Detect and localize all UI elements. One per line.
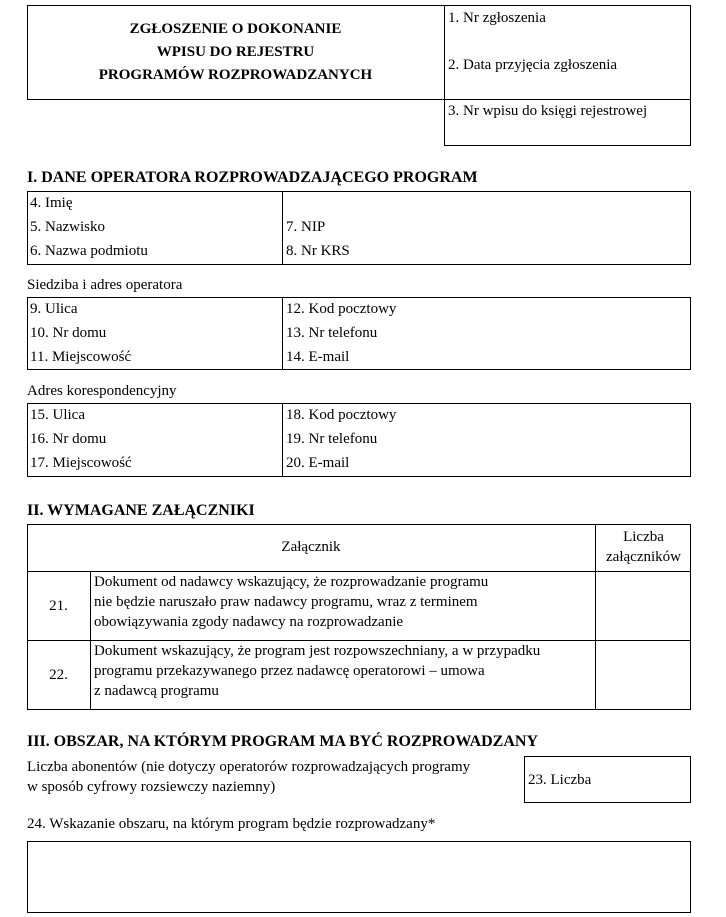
divider <box>282 403 283 477</box>
form-title-line: WPISU DO REJESTRU <box>156 43 315 60</box>
description-line: z nadawcą programu <box>94 683 219 699</box>
field-entity-name[interactable]: 6. Nazwa podmiotu <box>30 243 148 259</box>
field-application-number[interactable]: 1. Nr zgłoszenia <box>448 10 546 26</box>
field-seat-postal-code[interactable]: 12. Kod pocztowy <box>286 301 397 317</box>
field-corr-city[interactable]: 17. Miejscowość <box>30 455 132 471</box>
field-corr-postal-code[interactable]: 18. Kod pocztowy <box>286 407 397 423</box>
attachment-row-description <box>94 641 540 701</box>
field-last-name[interactable]: 5. Nazwisko <box>30 219 105 235</box>
attachment-count-input[interactable] <box>597 572 690 639</box>
area-input[interactable] <box>27 841 691 913</box>
field-corr-phone[interactable]: 19. Nr telefonu <box>286 431 378 447</box>
field-nip[interactable]: 7. NIP <box>286 219 326 235</box>
description-line: nie będzie naruszało praw nadawcy programu, wraz z terminem <box>94 594 478 610</box>
field-seat-house-number[interactable]: 10. Nr domu <box>30 325 107 341</box>
attachment-row-number: 22. <box>49 667 68 683</box>
divider <box>282 191 283 265</box>
field-first-name[interactable]: 4. Imię <box>30 195 73 211</box>
subscribers-label-line: w sposób cyfrowy rozsiewczy naziemny) <box>27 779 276 795</box>
description-line: obowiązywania zgody nadawcy na rozprowadzanie <box>94 614 404 630</box>
seat-address-label: Siedziba i adres operatora <box>27 277 183 293</box>
section-1-heading: I. DANE OPERATORA ROZPROWADZAJĄCEGO PROGRAM <box>27 169 478 186</box>
area-label: 24. Wskazanie obszaru, na którym program będzie rozprowadzany* <box>27 816 436 832</box>
field-acceptance-date[interactable]: 2. Data przyjęcia zgłoszenia <box>448 57 618 73</box>
attachment-row-description <box>94 572 488 632</box>
subscribers-label <box>27 757 470 797</box>
field-corr-email[interactable]: 20. E-mail <box>286 455 350 471</box>
divider <box>444 99 691 100</box>
col-header-count-line: załączników <box>606 549 681 565</box>
col-header-count-line: Liczba <box>623 529 664 545</box>
correspondence-address-label: Adres korespondencyjny <box>27 383 177 399</box>
field-corr-house-number[interactable]: 16. Nr domu <box>30 431 107 447</box>
section-3-heading: III. OBSZAR, NA KTÓRYM PROGRAM MA BYĆ ROZPROWADZANY <box>27 733 539 750</box>
field-seat-phone[interactable]: 13. Nr telefonu <box>286 325 378 341</box>
form-title-line: ZGŁOSZENIE O DOKONANIE <box>129 20 342 37</box>
field-seat-email[interactable]: 14. E-mail <box>286 349 350 365</box>
section-2-heading: II. WYMAGANE ZAŁĄCZNIKI <box>27 502 255 519</box>
description-line: programu przekazywanego przez nadawcę operatorowi – umowa <box>94 663 485 679</box>
field-seat-city[interactable]: 11. Miejscowość <box>30 349 132 365</box>
divider <box>90 571 91 710</box>
description-line: Dokument od nadawcy wskazujący, że rozprowadzanie programu <box>94 574 489 590</box>
subscribers-label-line: Liczba abonentów (nie dotyczy operatorów rozprowadzających programy <box>27 759 471 775</box>
attachment-count-input[interactable] <box>597 641 690 709</box>
divider <box>282 297 283 370</box>
field-krs[interactable]: 8. Nr KRS <box>286 243 350 259</box>
description-line: Dokument wskazujący, że program jest rozpowszechniany, a w przypadku <box>94 643 541 659</box>
field-seat-street[interactable]: 9. Ulica <box>30 301 78 317</box>
col-header-attachment: Załącznik <box>281 539 341 555</box>
col-header-count <box>596 527 691 567</box>
form-title <box>27 5 444 99</box>
field-register-entry-number[interactable]: 3. Nr wpisu do księgi rejestrowej <box>448 103 648 119</box>
form-title-line: PROGRAMÓW ROZPROWADZANYCH <box>98 66 373 83</box>
subscriber-count-label: 23. Liczba <box>528 772 592 788</box>
field-corr-street[interactable]: 15. Ulica <box>30 407 85 423</box>
attachment-row-number: 21. <box>49 598 68 614</box>
